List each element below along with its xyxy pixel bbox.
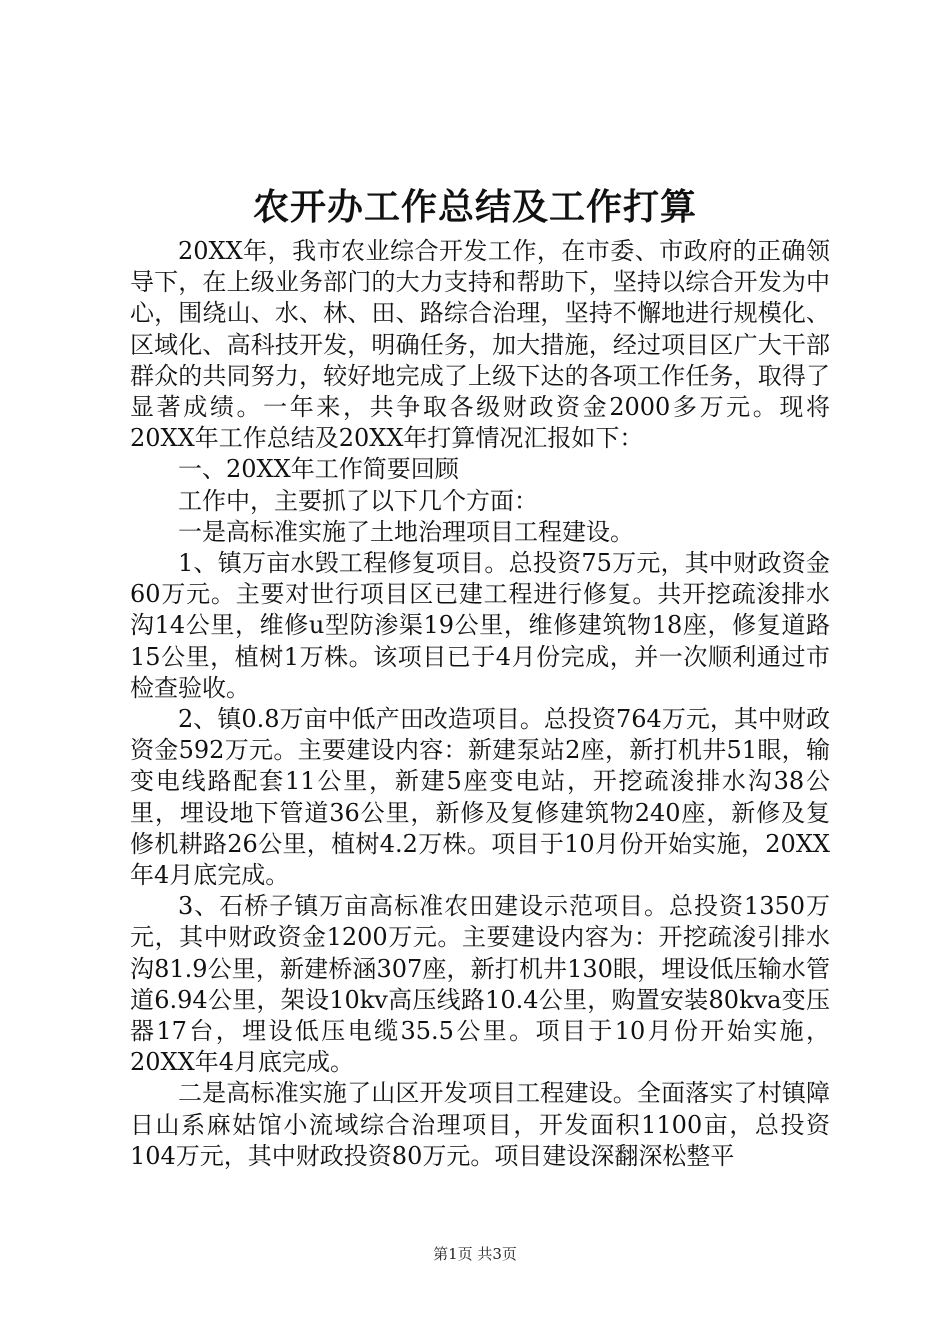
project-three-paragraph: 3、石桥子镇万亩高标准农田建设示范项目。总投资1350万元，其中财政资金1200万元。主要建设内容为：开挖疏浚引排水沟81.9公里，新建桥涵307座，新打机井130眼，埋设低压输水管道6.94公里，架设10kv高压线路10.4公里，购置安装80kva变压器17台，埋设低压电缆35.5公里。项目于10月份开始实施，20XX年4月底完成。 xyxy=(130,892,830,1077)
page-number-footer: 第1页 共3页 xyxy=(433,1245,517,1263)
document-body xyxy=(130,236,830,1172)
overview-paragraph: 工作中，主要抓了以下几个方面： xyxy=(178,486,538,515)
section-heading: 一、20XX年工作简要回顾 xyxy=(178,455,459,484)
point-one-heading: 一是高标准实施了土地治理项目工程建设。 xyxy=(178,517,634,546)
intro-paragraph: 20XX年，我市农业综合开发工作，在市委、市政府的正确领导下，在上级业务部门的大力支持和帮助下，坚持以综合开发为中心，围绕山、水、林、田、路综合治理，坚持不懈地进行规模化、区域化、高科技开发，明确任务，加大措施，经过项目区广大干部群众的共同努力，较好地完成了上级下达的各项工作任务，取得了显著成绩。一年来，共争取各级财政资金2000多万元。现将20XX年工作总结及20XX年打算情况汇报如下： xyxy=(130,237,830,453)
point-two-paragraph: 二是高标准实施了山区开发项目工程建设。全面落实了村镇障日山系麻姑馆小流域综合治理项目，开发面积1100亩，总投资104万元，其中财政投资80万元。项目建设深翻深松整平 xyxy=(130,1079,830,1170)
document-title: 农开办工作总结及工作打算 xyxy=(252,186,697,228)
project-one-paragraph: 1、镇万亩水毁工程修复项目。总投资75万元，其中财政资金60万元。主要对世行项目区已建工程进行修复。共开挖疏浚排水沟14公里，维修u型防渗渠19公里，维修建筑物18座，修复道路15公里，植树1万株。该项目已于4月份完成，并一次顺利通过市检查验收。 xyxy=(130,549,830,702)
project-two-paragraph: 2、镇0.8万亩中低产田改造项目。总投资764万元，其中财政资金592万元。主要建设内容：新建泵站2座，新打机井51眼，输变电线路配套11公里，新建5座变电站，开挖疏浚排水沟38公里，埋设地下管道36公里，新修及复修建筑物240座，新修及复修机耕路26公里，植树4.2万株。项目于10月份开始实施，20XX年4月底完成。 xyxy=(130,705,830,890)
